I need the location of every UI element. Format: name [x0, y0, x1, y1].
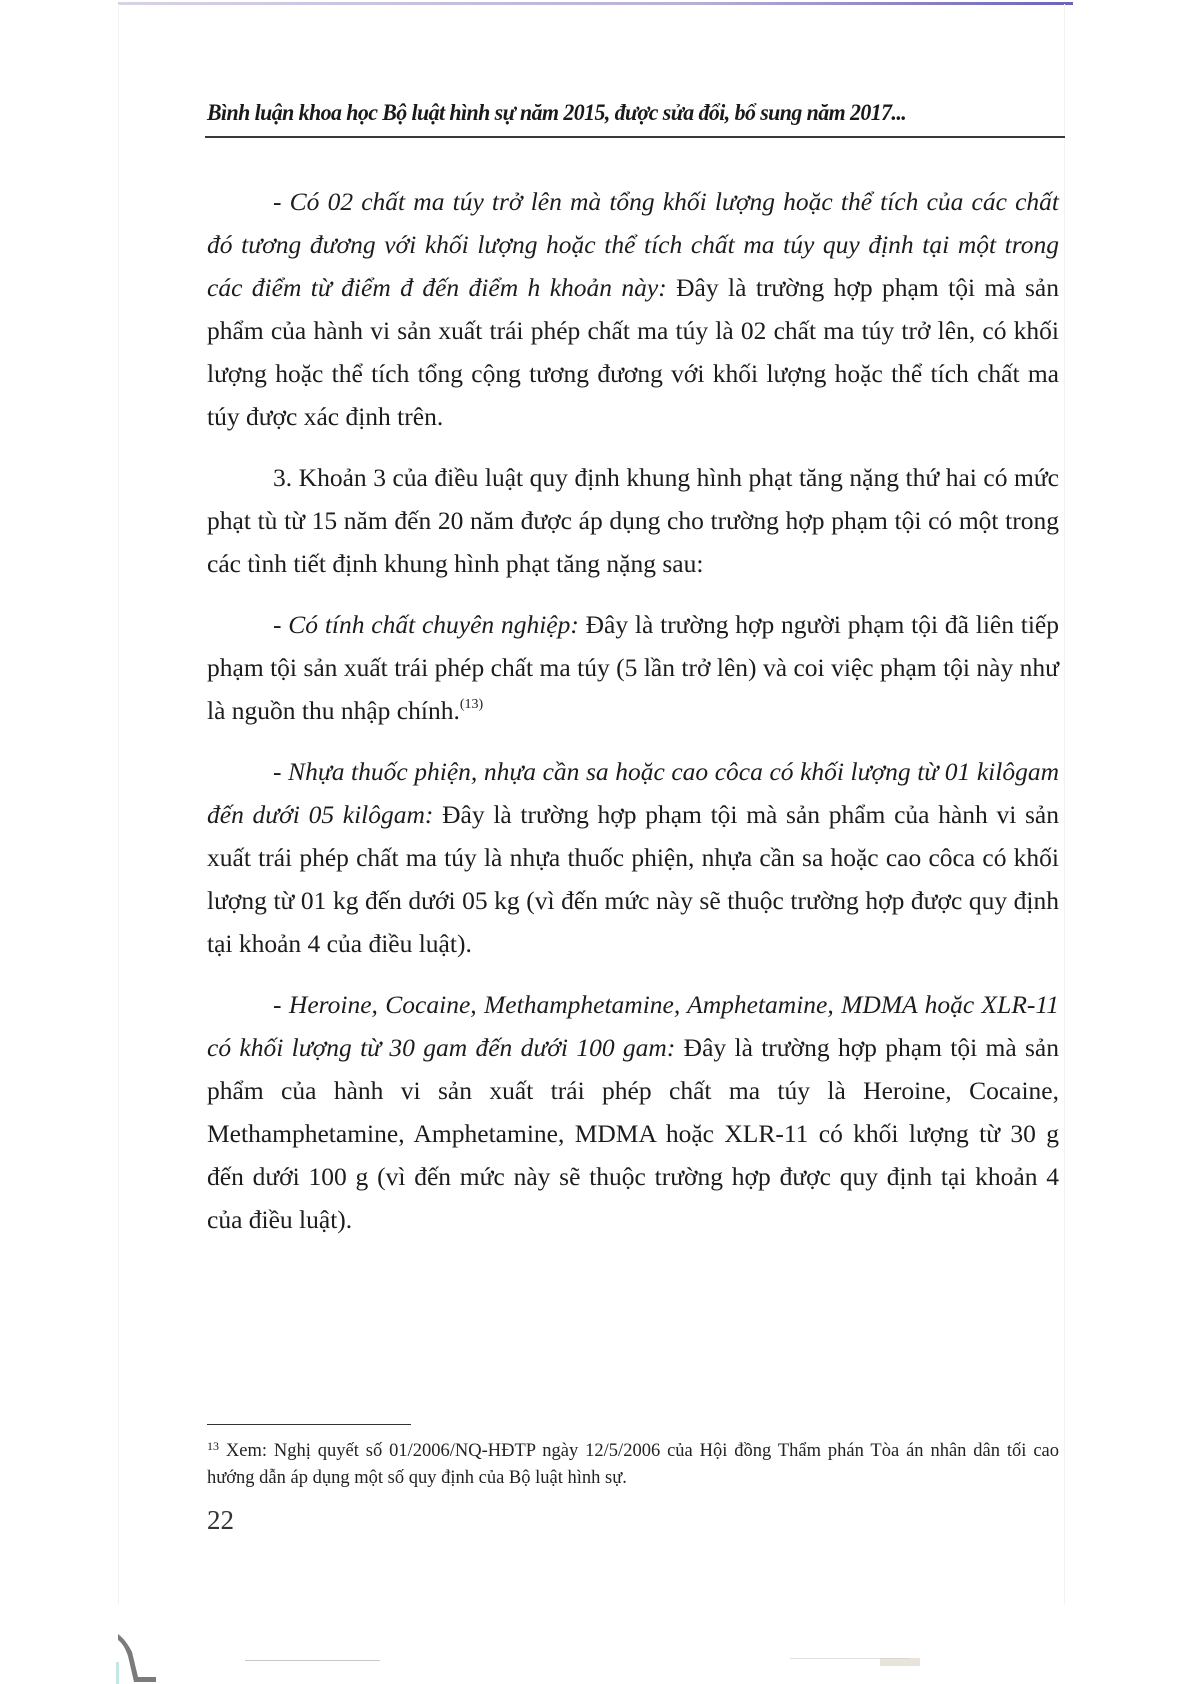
paragraph-opium-resin	[207, 750, 1059, 965]
paragraph-text: Đây là trường hợp phạm tội mà sản phẩm của hành vi sản xuất trái phép chất ma túy là Heroine, Cocaine, Methamphetamine, Amphetamine, MDMA hoặc XLR-11 có khối lượng từ 30 g đến dưới 100 g (vì đến mức này sẽ thuộc trường hợp được quy định tại khoản 4 của điều luật).	[207, 1033, 1059, 1234]
paragraph-term: - Có 02 chất ma túy trở lên mà tổng khối lượng hoặc thể tích của các chất đó tương đương với khối lượng hoặc thể tích chất ma túy quy định tại một trong các điểm từ điểm đ đến điểm h khoản này:	[207, 187, 1059, 302]
paragraph-term: - Có tính chất chuyên nghiệp:	[273, 610, 579, 639]
page-number: 22	[207, 1505, 234, 1535]
header-rule	[205, 136, 1065, 138]
footnote-reference[interactable]: (13)	[459, 697, 484, 712]
paragraph-text: Đây là trường hợp phạm tội mà sản phẩm của hành vi sản xuất trái phép chất ma túy là 02 chất ma túy trở lên, có khối lượng hoặc thể tích tổng cộng tương đương với khối lượng hoặc thể tích chất ma túy được xác định trên.	[207, 273, 1059, 431]
paragraph-clause-3	[207, 456, 1059, 585]
running-header: Bình luận khoa học Bộ luật hình sự năm 2015, được sửa đổi, bổ sung năm 2017...	[207, 100, 907, 126]
paragraph-text: Đây là trường hợp phạm tội mà sản phẩm của hành vi sản xuất trái phép chất ma túy là nhựa thuốc phiện, nhựa cần sa hoặc cao côca có khối lượng từ 01 kg đến dưới 05 kg (vì đến mức này sẽ thuộc trường hợp được quy định tại khoản 4 của điều luật).	[207, 800, 1059, 958]
footnote-13	[207, 1438, 1059, 1492]
scan-page-edge-top	[118, 2, 1073, 5]
paragraph-professional	[207, 603, 1059, 732]
paragraph-heroine-group	[207, 983, 1059, 1241]
scan-page-edge-left	[118, 4, 119, 1604]
footnote-separator	[207, 1424, 411, 1425]
scan-artifact-smudge	[880, 1658, 920, 1666]
footnote-number: 13	[207, 1439, 219, 1453]
paragraph-term: - Nhựa thuốc phiện, nhựa cần sa hoặc cao côca có khối lượng từ 01 kilôgam đến dưới 05 kilôgam:	[207, 757, 1059, 829]
body-text	[207, 180, 1059, 1241]
paragraph-term: - Heroine, Cocaine, Methamphetamine, Amphetamine, MDMA hoặc XLR-11 có khối lượng từ 30 gam đến dưới 100 gam:	[207, 990, 1059, 1062]
scan-artifact-line	[245, 1660, 380, 1661]
scan-artifact-icon	[116, 1622, 160, 1684]
paragraph-text: 3. Khoản 3 của điều luật quy định khung hình phạt tăng nặng thứ hai có mức phạt tù từ 15 năm đến 20 năm được áp dụng cho trường hợp phạm tội có một trong các tình tiết định khung hình phạt tăng nặng sau:	[207, 463, 1059, 578]
footnote-text: Xem: Nghị quyết số 01/2006/NQ-HĐTP ngày 12/5/2006 của Hội đồng Thẩm phán Tòa án nhân dân tối cao hướng dẫn áp dụng một số quy định của Bộ luật hình sự.	[207, 1441, 1059, 1488]
scan-page-edge-right	[1064, 4, 1065, 1604]
paragraph-two-substances	[207, 180, 1059, 438]
paragraph-text: Đây là trường hợp người phạm tội đã liên tiếp phạm tội sản xuất trái phép chất ma túy (5 lần trở lên) và coi việc phạm tội này như là nguồn thu nhập chính.	[207, 610, 1059, 725]
